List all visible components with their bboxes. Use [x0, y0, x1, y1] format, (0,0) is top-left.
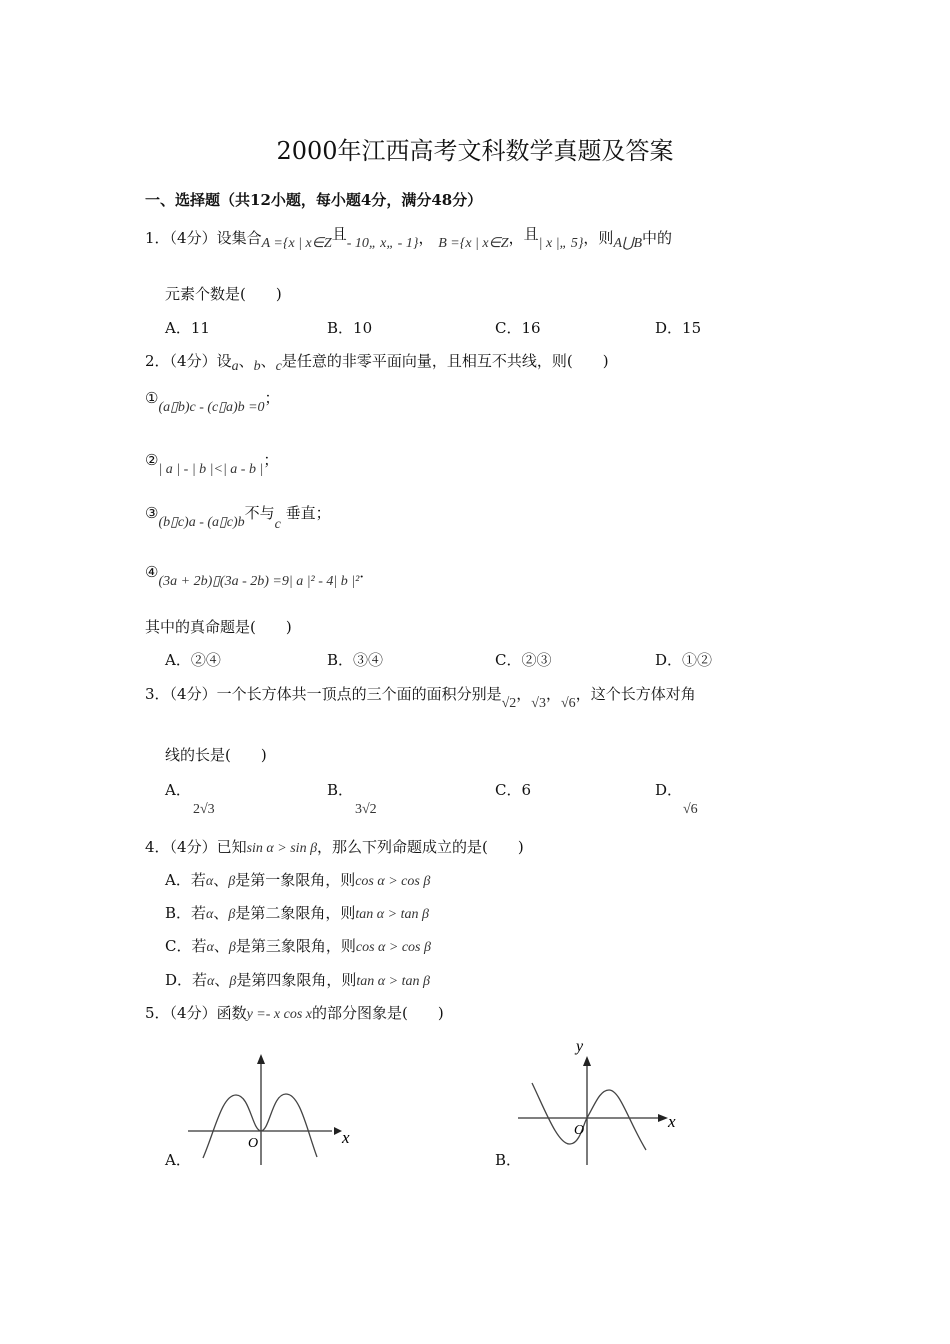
label: A． — [165, 781, 191, 799]
q1-cont: 元素个数是( ) — [165, 285, 282, 303]
q2-opt-b: B．③④ — [327, 651, 384, 669]
text: 中的 — [642, 229, 673, 247]
text: ， — [418, 229, 434, 247]
math: α — [207, 974, 215, 989]
text: A．若 — [165, 871, 206, 889]
text: 、 — [213, 904, 229, 922]
q2-item-3 — [145, 503, 331, 532]
y-arrow-icon — [257, 1054, 265, 1064]
text: 且 — [523, 225, 539, 243]
math: a — [231, 359, 239, 374]
math: β — [229, 974, 237, 989]
math: B ={x | x∈Z — [438, 236, 509, 251]
text: 的部分图象是( ) — [312, 1004, 444, 1022]
text: 、 — [260, 352, 276, 370]
math: β — [228, 874, 236, 889]
math: c — [274, 517, 281, 532]
y-label: y — [576, 1040, 584, 1055]
q1-opt-c: C．16 — [495, 319, 541, 337]
q4-option — [165, 870, 430, 892]
math: tan α > tan β — [355, 907, 429, 922]
label: B． — [327, 781, 354, 799]
math: √3 — [531, 696, 546, 711]
section-heading: 一、选择题（共12小题，每小题4分，满分48分） — [145, 191, 483, 209]
math: (a▯b)c - (c▯a)b =0 — [158, 400, 265, 415]
q2-item-4 — [145, 562, 375, 589]
q3-stem — [145, 684, 696, 711]
text: 5．（4分）函数 — [145, 1004, 247, 1022]
origin-label: O — [248, 1136, 259, 1151]
text: 、 — [213, 871, 229, 889]
text: ， — [516, 685, 532, 703]
text: 3．（4分）一个长方体共一顶点的三个面的面积分别是 — [145, 685, 502, 703]
math: β — [228, 940, 236, 955]
graph-b — [518, 1040, 676, 1165]
mark: ② — [145, 451, 159, 469]
math: cos α > cos β — [355, 874, 431, 889]
q3-opt-b — [327, 780, 377, 817]
label: D． — [655, 781, 683, 799]
math: | x |„ 5} — [538, 236, 584, 251]
math: sin α > sin β — [246, 841, 318, 856]
q1-opt-a: A．11 — [165, 319, 210, 337]
text: ． — [359, 563, 375, 581]
q5-opt-b: B． — [495, 1151, 522, 1169]
text: ，那么下列命题成立的是( ) — [317, 838, 524, 856]
q4-option — [165, 903, 429, 925]
text: ，则 — [583, 229, 614, 247]
mark: ③ — [145, 504, 159, 522]
origin-label: O — [574, 1123, 585, 1138]
math: y =- x cos x — [246, 1007, 313, 1022]
text: 不与 — [244, 504, 275, 522]
q3-opt-a — [165, 780, 215, 817]
graph-a — [188, 1054, 350, 1165]
text: ， — [508, 229, 524, 247]
math: cos α > cos β — [355, 940, 431, 955]
text: 2．（4分）设 — [145, 352, 232, 370]
math: 2√3 — [193, 802, 215, 817]
q3-opt-c — [495, 780, 531, 800]
text: 、 — [238, 352, 254, 370]
q2-opt-a: A．②④ — [165, 651, 221, 669]
text: D．若 — [165, 971, 208, 989]
math: (3a + 2b)▯(3a - 2b) =9| a |² - 4| b |² — [158, 574, 360, 589]
q3-opt-d — [655, 780, 698, 817]
math: 3√2 — [355, 802, 377, 817]
q1-stem — [145, 225, 673, 251]
math: | a | - | b |<| a - b | — [158, 462, 264, 477]
text: 是第四象限角，则 — [236, 971, 357, 989]
q4-option — [165, 936, 431, 958]
label: C． — [495, 781, 522, 799]
q3-cont: 线的长是( ) — [165, 746, 267, 764]
y-arrow-icon — [583, 1056, 591, 1066]
q2-item-1 — [145, 388, 280, 415]
math: α — [206, 940, 214, 955]
mark: ④ — [145, 563, 159, 581]
q5-opt-a: A． — [165, 1151, 191, 1169]
text: 是第三象限角，则 — [235, 937, 356, 955]
text: ； — [264, 389, 280, 407]
text: 是第二象限角，则 — [235, 904, 356, 922]
q5-stem — [145, 1003, 444, 1025]
q2-opt-c: C．②③ — [495, 651, 552, 669]
math: A ={x | x∈Z — [261, 236, 332, 251]
value: 6 — [521, 781, 532, 799]
math: b — [253, 359, 261, 374]
text: 、 — [213, 937, 229, 955]
q1-opt-d: D．15 — [655, 319, 702, 337]
q4-stem — [145, 837, 524, 859]
math: β — [228, 907, 236, 922]
text: ， — [545, 685, 561, 703]
q2-true: 其中的真命题是( ) — [145, 618, 292, 636]
math: c — [275, 359, 282, 374]
q1-num: 1．（4分）设集合 — [145, 229, 262, 247]
text: ，这个长方体对角 — [575, 685, 696, 703]
text: B．若 — [165, 904, 207, 922]
text: 且 — [331, 225, 347, 243]
math: √6 — [683, 802, 698, 817]
math: √2 — [501, 696, 517, 711]
x-label: x — [668, 1112, 676, 1131]
math: tan α > tan β — [356, 974, 430, 989]
q2-opt-d: D．①② — [655, 651, 713, 669]
math: (b▯c)a - (a▯c)b — [158, 515, 245, 530]
doc-title: 2000年江西高考文科数学真题及答案 — [276, 137, 674, 165]
q5-graphs — [160, 1040, 700, 1170]
q2-stem — [145, 351, 609, 373]
text: C．若 — [165, 937, 207, 955]
text: 是第一象限角，则 — [235, 871, 356, 889]
mark: ① — [145, 389, 159, 407]
math: √6 — [561, 696, 576, 711]
text: 、 — [214, 971, 230, 989]
q4-option — [165, 970, 430, 992]
math: A⋃B — [613, 236, 643, 251]
text: 4．（4分）已知 — [145, 838, 247, 856]
x-label: x — [342, 1128, 350, 1147]
text: 是任意的非零平面向量，且相互不共线，则( ) — [281, 352, 609, 370]
text: ； — [263, 451, 279, 469]
math: α — [205, 874, 214, 889]
math: - 10„ x„ - 1} — [346, 236, 419, 251]
q2-item-2 — [145, 450, 279, 477]
x-arrow-icon — [658, 1114, 668, 1122]
x-arrow-icon — [334, 1127, 342, 1135]
text: 垂直； — [285, 504, 331, 522]
q1-opt-b: B．10 — [327, 319, 373, 337]
math: α — [206, 907, 214, 922]
